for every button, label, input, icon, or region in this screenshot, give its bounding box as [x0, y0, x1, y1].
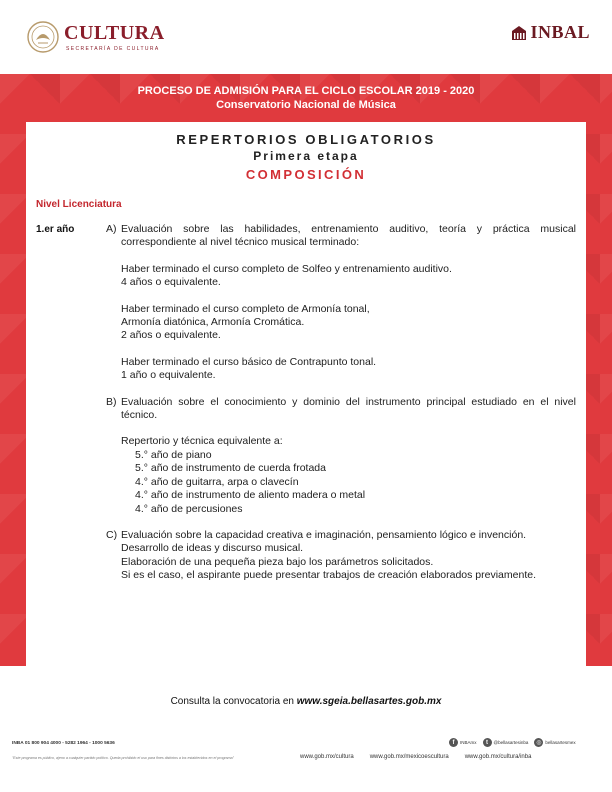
- eagle-emblem-icon: [26, 20, 60, 54]
- section-c-letter: C): [106, 528, 118, 541]
- armonia-line1: Haber terminado el curso completo de Armonía tonal,: [121, 302, 370, 315]
- list-item: 5.° año de piano: [135, 448, 212, 461]
- content-card: [26, 122, 586, 725]
- consulta-line: [26, 696, 586, 707]
- cultura-logo-subtitle: SECRETARÍA DE CULTURA: [66, 45, 160, 52]
- consulta-prefix: Consulta la convocatoria en: [170, 696, 297, 707]
- solfeo-line: Haber terminado el curso completo de Solfeo y entrenamiento auditivo.: [121, 262, 452, 275]
- social-facebook[interactable]: [449, 738, 477, 747]
- list-item: 4.° año de guitarra, arpa o clavecín: [135, 475, 299, 488]
- twitter-icon: t: [483, 738, 492, 747]
- palacio-bellas-artes-icon: [511, 25, 527, 41]
- footer-hotline: INBA 01 800 904 4000 - 5282 1964 - 1000 5636: [12, 741, 115, 746]
- band-title-line2: Conservatorio Nacional de Música: [216, 99, 396, 111]
- discipline-title: COMPOSICIÓN: [245, 167, 367, 182]
- cultura-logo: [26, 20, 165, 54]
- section-c-line2: Desarrollo de ideas y discurso musical.: [121, 542, 304, 555]
- year-label: 1.er año: [36, 224, 75, 235]
- section-b-intro: Evaluación sobre el conocimiento y dominio del instrumento principal estudiado en el nivel técnico.: [121, 395, 576, 422]
- cultura-logo-name: CULTURA: [64, 21, 165, 44]
- link-cultura-inba[interactable]: www.gob.mx/cultura/inba: [464, 754, 532, 760]
- consulta-url-link[interactable]: www.sgeia.bellasartes.gob.mx: [296, 696, 442, 707]
- section-c-line4: Si es el caso, el aspirante puede presentar trabajos de creación elaborados previamente.: [121, 569, 537, 582]
- instagram-icon: ◎: [536, 740, 542, 746]
- section-b: [106, 396, 576, 423]
- list-item: 4.° año de percusiones: [135, 502, 243, 515]
- section-a-contrapunto: [106, 356, 576, 383]
- twitter-handle: @bellasartesinba: [493, 740, 529, 745]
- solfeo-duration: 4 años o equivalente.: [121, 276, 221, 289]
- footer-legal-note: "Este programa es público, ajeno a cualquier partido político. Queda prohibido el uso para fines distintos a los establecidos en el programa": [12, 756, 234, 760]
- link-mexicoescultura[interactable]: www.gob.mx/mexicoescultura: [369, 754, 449, 760]
- section-b-letter: B): [106, 395, 117, 408]
- armonia-line2: Armonía diatónica, Armonía Cromática.: [121, 316, 305, 329]
- inbal-logo-name: INBAL: [530, 22, 590, 42]
- footer-links: [300, 754, 531, 760]
- section-a-intro: Evaluación sobre las habilidades, entrenamiento auditivo, teoría y práctica musical correspondiente al nivel técnico musical terminado:: [121, 223, 576, 249]
- card-title: REPERTORIOS OBLIGATORIOS: [176, 132, 436, 147]
- section-a-armonia: [106, 303, 576, 343]
- list-item: 4.° año de instrumento de aliento madera o metal: [135, 489, 366, 502]
- level-heading: Nivel Licenciatura: [36, 199, 122, 210]
- repertorio-list: [106, 449, 576, 516]
- section-c-line3: Elaboración de una pequeña pieza bajo los parámetros solicitados.: [121, 555, 434, 568]
- social-links: [449, 738, 582, 747]
- link-cultura[interactable]: www.gob.mx/cultura: [300, 754, 354, 760]
- facebook-icon: f: [449, 738, 458, 747]
- contrapunto-duration: 1 año o equivalente.: [121, 369, 216, 382]
- social-instagram[interactable]: [534, 738, 575, 747]
- repertorio-label: Repertorio y técnica equivalente a:: [121, 435, 283, 448]
- contrapunto-line: Haber terminado el curso básico de Contrapunto tonal.: [121, 355, 377, 368]
- armonia-duration: 2 años o equivalente.: [121, 329, 221, 342]
- section-a-letter: A): [106, 223, 117, 235]
- social-twitter[interactable]: [483, 738, 529, 747]
- section-a: [106, 223, 576, 250]
- facebook-handle: INBAmx: [460, 740, 477, 745]
- section-a-solfeo: [106, 263, 576, 290]
- requirements-body: [106, 223, 576, 583]
- inbal-logo: [511, 22, 590, 43]
- section-c-line1: Evaluación sobre la capacidad creativa e imaginación, pensamiento lógico e invención.: [121, 528, 527, 541]
- list-item: 5.° año de instrumento de cuerda frotada: [135, 462, 326, 475]
- instagram-handle: bellasartesmex: [545, 740, 576, 745]
- band-title: [0, 84, 612, 112]
- band-title-line1: PROCESO DE ADMISIÓN PARA EL CICLO ESCOLAR 2019 - 2020: [137, 85, 475, 97]
- card-subtitle: Primera etapa: [253, 149, 359, 163]
- section-c: [106, 529, 576, 542]
